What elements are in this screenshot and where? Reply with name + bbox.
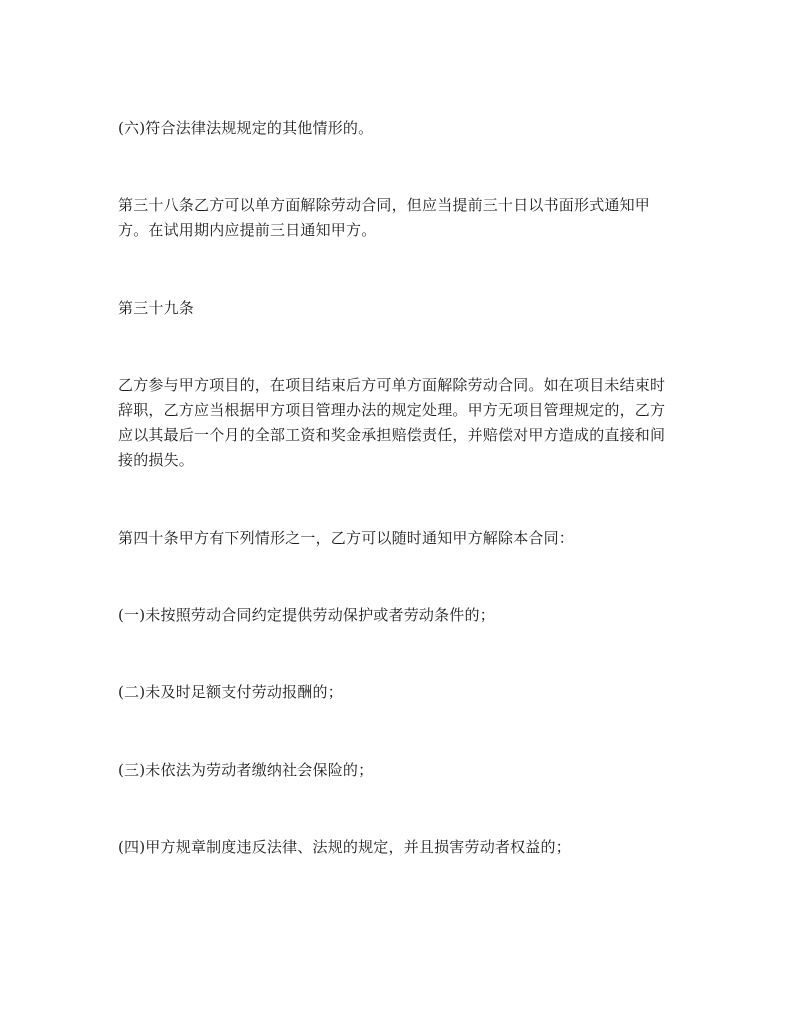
text-line: 第三十九条 <box>118 299 195 317</box>
article-40-item-1 <box>118 603 678 628</box>
text-line: 第三十八条乙方可以单方面解除劳动合同，但应当提前三十日以书面形式通知甲 <box>118 196 651 214</box>
text-line: 辞职，乙方应当根据甲方项目管理办法的规定处理。甲方无项目管理规定的，乙方 <box>118 401 666 419</box>
text-line: (一)未按照劳动合同约定提供劳动保护或者劳动条件的； <box>118 606 495 624</box>
article-40-item-2 <box>118 680 678 705</box>
article-40 <box>118 526 678 551</box>
article-40-item-4 <box>118 835 678 860</box>
text-line: (六)符合法律法规规定的其他情形的。 <box>118 119 374 137</box>
text-line: 第四十条甲方有下列情形之一，乙方可以随时通知甲方解除本合同： <box>118 529 575 547</box>
text-line: (四)甲方规章制度违反法律、法规的规定，并且损害劳动者权益的； <box>118 838 571 856</box>
text-line: (三)未依法为劳动者缴纳社会保险的； <box>118 761 374 779</box>
text-line: 应以其最后一个月的全部工资和奖金承担赔偿责任，并赔偿对甲方造成的直接和间 <box>118 426 666 444</box>
clause-6-other-circumstances <box>118 116 678 141</box>
text-line: 接的损失。 <box>118 451 195 469</box>
text-line: (二)未及时足额支付劳动报酬的； <box>118 683 343 701</box>
article-39-heading <box>118 296 678 321</box>
article-38 <box>118 193 678 243</box>
text-line: 乙方参与甲方项目的，在项目结束后方可单方面解除劳动合同。如在项目未结束时 <box>118 376 666 394</box>
text-line: 方。在试用期内应提前三日通知甲方。 <box>118 221 377 239</box>
article-39-body <box>118 373 678 473</box>
article-40-item-3 <box>118 758 678 783</box>
